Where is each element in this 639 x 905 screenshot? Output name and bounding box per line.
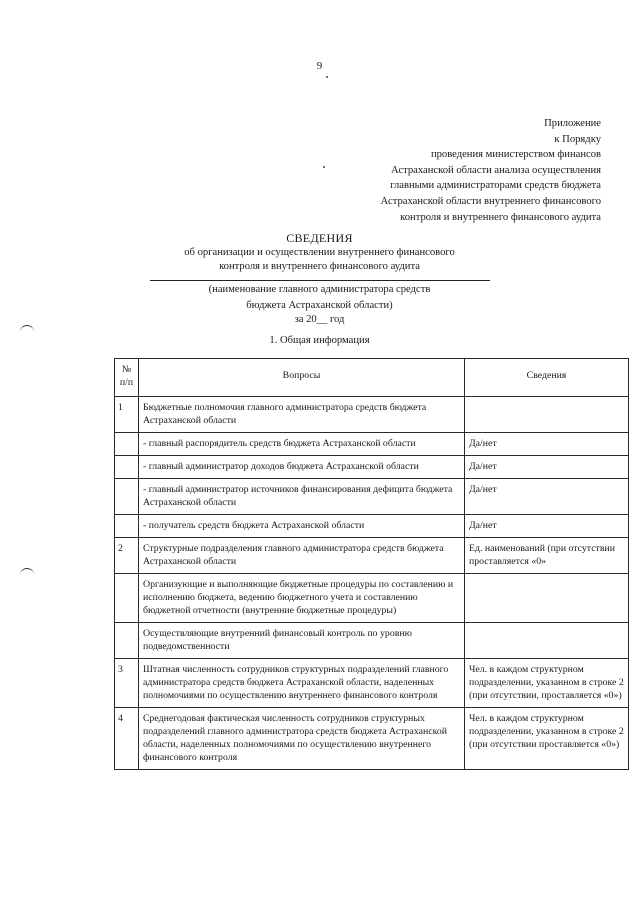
name-fill-line [150,280,490,281]
header-questions: Вопросы [139,359,465,397]
row-number [115,456,139,479]
row-question: - главный администратор доходов бюджета Астраханской области [139,456,465,479]
table-row [115,538,629,574]
scan-speck [326,76,328,78]
table-row [115,397,629,433]
row-number [115,574,139,623]
table-row [115,479,629,515]
appendix-line: Астраханской области анализа осуществления [391,164,601,176]
row-number [115,515,139,538]
header-num: № п/п [115,359,139,397]
row-answer: Да/нет [465,456,629,479]
year-line: за 20__ год [294,314,345,325]
row-question: Среднегодовая фактическая численность сотрудников структурных подразделений главного администратора средств бюджета Астраханской области, наделенных полномочиями по осуществлению внутреннего финансового контроля [139,708,465,770]
table-row [115,433,629,456]
row-answer: Да/нет [465,479,629,515]
info-table-wrapper [114,358,628,770]
appendix-line: проведения министерством финансов [430,149,601,161]
appendix-line: главными администраторами средств бюджета [390,180,601,192]
row-question: Организующие и выполняющие бюджетные процедуры по составлению и исполнению бюджета, ведению бюджетного учета и составлению бюджетной отчетности (внутренние бюджетные процедуры) [139,574,465,623]
row-answer [465,623,629,659]
punch-hole-mark [20,568,34,575]
row-number: 3 [115,659,139,708]
row-answer [465,397,629,433]
appendix-note [301,116,601,225]
punch-hole-mark [20,325,34,332]
row-question: Штатная численность сотрудников структурных подразделений главного администратора средств бюджета Астраханской области, наделенных полномочиями по осуществлению внутреннего финансового контроля [139,659,465,708]
table-row [115,574,629,623]
title-block [0,230,639,327]
info-table [114,358,629,770]
row-number: 1 [115,397,139,433]
table-row [115,515,629,538]
row-answer: Чел. в каждом структурном подразделении, указанном в строке 2 (при отсутствии проставляется «0») [465,708,629,770]
row-question: - главный администратор источников финансирования дефицита бюджета Астраханской области [139,479,465,515]
row-number [115,479,139,515]
document-title: СВЕДЕНИЯ [286,231,353,245]
row-question: Бюджетные полномочия главного администратора средств бюджета Астраханской области [139,397,465,433]
table-row [115,456,629,479]
row-question: - получатель средств бюджета Астраханской области [139,515,465,538]
table-row [115,623,629,659]
page-number: 9 [316,60,323,72]
row-number [115,623,139,659]
table-row [115,659,629,708]
row-number [115,433,139,456]
row-answer: Чел. в каждом структурном подразделении, указанном в строке 2 (при отсутствии, проставляется «0») [465,659,629,708]
row-number: 2 [115,538,139,574]
name-caption-line: (наименование главного администратора средств [208,284,431,295]
row-question: Осуществляющие внутренний финансовый контроль по уровню подведомственности [139,623,465,659]
section-heading: 1. Общая информация [269,335,370,346]
document-subtitle-line: контроля и внутреннего финансового аудита [219,261,420,272]
row-answer [465,574,629,623]
document-subtitle-line: об организации и осуществлении внутреннего финансового [184,247,455,258]
table-row [115,708,629,770]
row-question: - главный распорядитель средств бюджета Астраханской области [139,433,465,456]
row-question: Структурные подразделения главного администратора средств бюджета Астраханской области [139,538,465,574]
header-answers: Сведения [465,359,629,397]
row-answer: Ед. наименований (при отсутствии проставляется «0» [465,538,629,574]
appendix-line: Приложение [544,118,601,129]
row-number: 4 [115,708,139,770]
name-caption-line: бюджета Астраханской области) [246,300,393,311]
appendix-line: контроля и внутреннего финансового аудита [400,211,601,223]
appendix-line: к Порядку [554,133,601,145]
appendix-line: Астраханской области внутреннего финансового [380,195,601,207]
row-answer: Да/нет [465,433,629,456]
table-header-row [115,359,629,397]
row-answer: Да/нет [465,515,629,538]
